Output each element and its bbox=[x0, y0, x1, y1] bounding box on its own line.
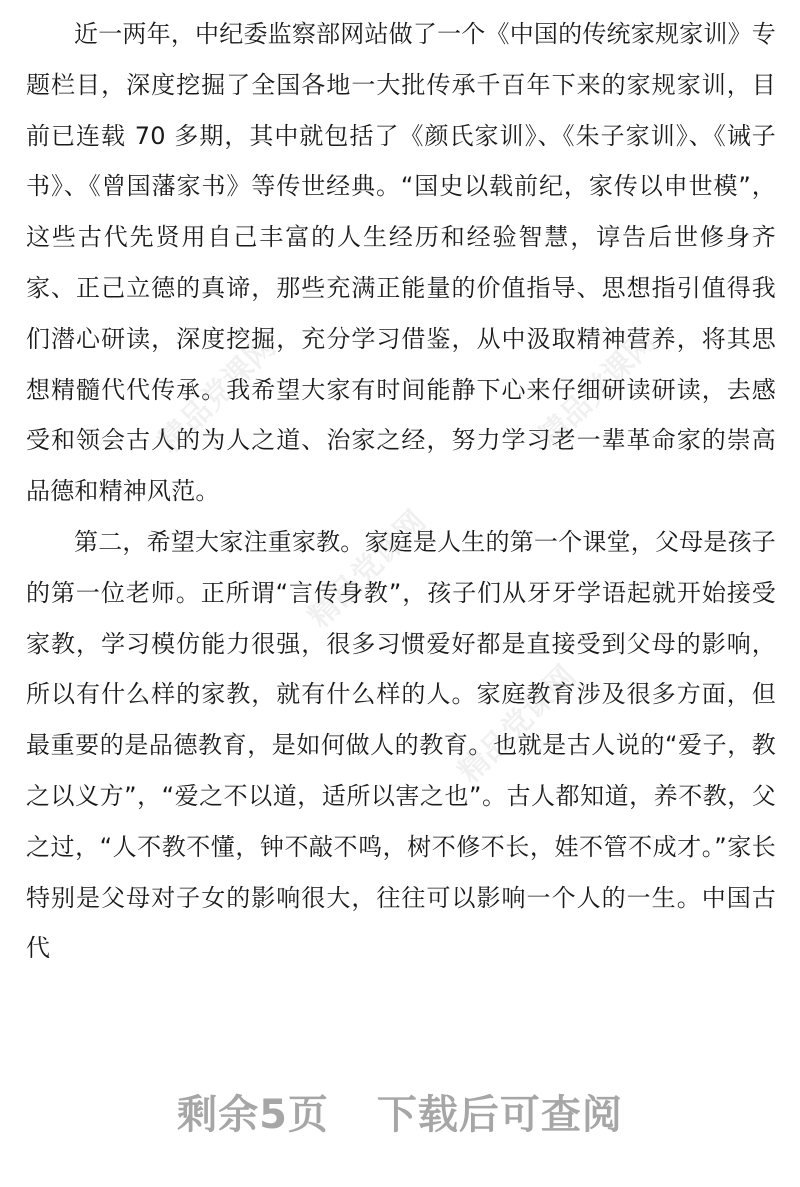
watermark: 精品党课网 bbox=[302, 504, 433, 635]
download-notice[interactable] bbox=[0, 1083, 800, 1140]
watermark-text: 精品党课网 bbox=[152, 329, 283, 460]
paragraph: 近一两年，中纪委监察部网站做了一个《中国的传统家规家训》专题栏目，深度挖掘了全国各地一大批传承千百年下来的家规家训，目前已连载 70 多期，其中就包括了《颜氏家训》、《朱子家训》、《诫子书》、《曾国藩家书》等传世经典。“国史以载前纪，家传以申世模”，这些古代先贤用自己丰富的人生经历和经验智慧，谆告后世修身齐家、正己立德的真谛，那些充满正能量的价值指导、思想指引值得我们潜心研读，深度挖掘，充分学习借鉴，从中汲取精神营养，将其思想精髓代代传承。我希望大家有时间能静下心来仔细研读研读，去感受和领会古人的为人之道、治家之经，努力学习老一辈革命家的崇高品德和精神风范。 bbox=[26, 20, 776, 506]
watermark: 精品党课网 bbox=[532, 324, 663, 455]
download-hint-label: 下载后可查阅 bbox=[376, 1092, 623, 1138]
paragraph: 第二，希望大家注重家教。家庭是人生的第一个课堂，父母是孩子的第一位老师。正所谓“言传身教”，孩子们从牙牙学语起就开始接受家教，学习模仿能力很强，很多习惯爱好都是直接受到父母的影响，所以有什么样的家教，就有什么样的人。家庭教育涉及很多方面，但最重要的是品德教育，是如何做人的教育。也就是古人说的“爱子，教之以义方”，“爱之不以道，适所以害之也”。古人都知道，养不教，父之过，“人不教不懂，钟不敲不鸣，树不修不长，娃不管不成才。”家长特别是父母对子女的影响很大，往往可以影响一个人的一生。中国古代 bbox=[26, 527, 776, 963]
document-body bbox=[26, 9, 776, 974]
remaining-pages-label: 剩余5页 bbox=[177, 1092, 329, 1138]
watermark: 精品党课网 bbox=[452, 659, 583, 790]
